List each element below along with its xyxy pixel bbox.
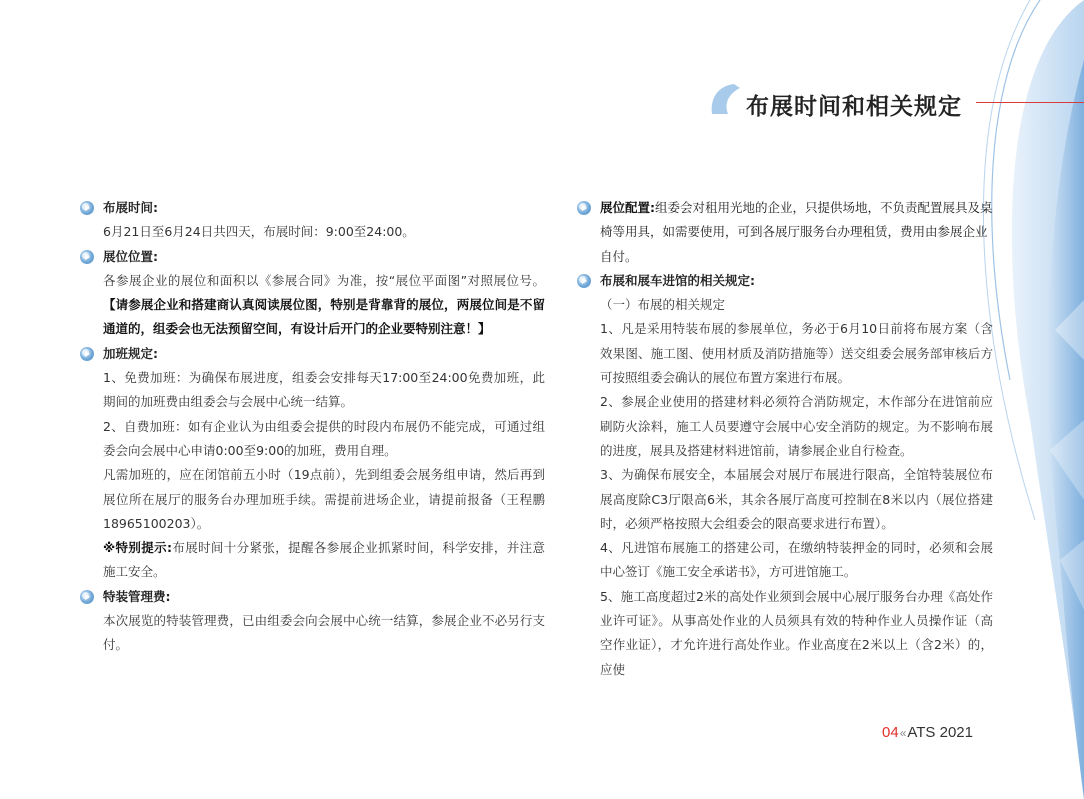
section-booth-config: 展位配置:组委会对租用光地的企业，只提供场地，不负责配置展具及桌椅等用具，如需要使用，可到各展厅服务台办理租赁，费用由参展企业自付。 — [577, 196, 993, 269]
paragraph: 1、免费加班：为确保布展进度，组委会安排每天17:00至24:00免费加班，此期间的加班费由组委会与会展中心统一结算。 — [103, 370, 545, 410]
paragraph: 2、参展企业使用的搭建材料必须符合消防规定，木作部分在进馆前应刷防火涂料，施工人员要遵守会展中心安全消防的规定。为不影响布展的进度，展具及搭建材料进馆前，请参展企业自行检查。 — [600, 394, 993, 458]
right-column — [577, 196, 993, 682]
paragraph: 6月21日至6月24日共四天，布展时间：9:00至24:00。 — [103, 224, 415, 240]
title-rule — [976, 102, 1084, 103]
bold-notice: 【请参展企业和搭建商认真阅读展位图，特别是背靠背的展位，两展位间是不留通道的，组委会也无法预留空间，有设计后开门的企业要特别注意！】 — [103, 297, 545, 337]
special-note-label: ※特别提示: — [103, 540, 172, 556]
paragraph: 凡需加班的，应在闭馆前五小时（19点前），先到组委会展务组申请，然后再到展位所在展厅的服务台办理加班手续。需提前进场企业，请提前报备（王程鹏18965100203）。 — [103, 467, 545, 531]
section-heading-booth-location: 展位位置: — [80, 245, 545, 269]
section-heading-overtime: 加班规定: — [80, 342, 545, 366]
play-bullet-icon — [80, 347, 94, 361]
paragraph: ※特别提示:布展时间十分紧张，提醒各参展企业抓紧时间，科学安排，并注意施工安全。 — [103, 540, 545, 580]
page-header — [700, 78, 1084, 128]
play-bullet-icon — [80, 201, 94, 215]
brand-label: ATS 2021 — [907, 724, 973, 741]
paragraph: 本次展览的特装管理费，已由组委会向会展中心统一结算，参展企业不必另行支付。 — [103, 613, 545, 653]
play-bullet-icon — [80, 590, 94, 604]
paragraph: 4、凡进馆布展施工的搭建公司，在缴纳特装押金的同时，必须和会展中心签订《施工安全承诺书》，方可进馆施工。 — [600, 540, 993, 580]
paragraph: 1、凡是采用特装布展的参展单位，务必于6月10日前将布展方案（含效果图、施工图、使用材质及消防措施等）送交组委会展务部审核后方可按照组委会确认的展位布置方案进行布展。 — [600, 321, 993, 386]
paragraph: 3、为确保布展安全，本届展会对展厅布展进行限高，全馆特装展位布展高度除C3厅限高6米，其余各展厅高度可控制在8米以内（展位搭建时，必须严格按照大会组委会的限高要求进行布置）。 — [600, 467, 993, 531]
double-chevron-icon: « — [899, 726, 907, 740]
page-title: 布展时间和相关规定 — [746, 94, 962, 120]
section-heading-vehicle-entry: 布展和展车进馆的相关规定: — [577, 269, 993, 293]
sub-heading: （一）布展的相关规定 — [600, 297, 726, 313]
play-bullet-icon — [577, 274, 591, 288]
page-footer — [882, 724, 973, 741]
section-heading-management-fee: 特装管理费: — [80, 585, 545, 609]
paragraph: 5、施工高度超过2米的高处作业须到会展中心展厅服务台办理《高处作业许可证》。从事高处作业的人员须具有效的特种作业人员操作证（高空作业证），才允许进行高处作业。作业高度在2米以上（含2米）的，应使 — [600, 588, 993, 677]
play-bullet-icon — [577, 201, 591, 215]
section-heading-setup-time: 布展时间: — [80, 196, 545, 220]
play-bullet-icon — [80, 250, 94, 264]
page-number: 04 — [882, 724, 899, 741]
paragraph: 2、自费加班：如有企业认为由组委会提供的时段内布展仍不能完成，可通过组委会向会展中心申请0:00至9:00的加班，费用自理。 — [103, 418, 545, 458]
left-column — [80, 196, 545, 658]
arc-icon — [704, 80, 744, 120]
paragraph: 各参展企业的展位和面积以《参展合同》为准，按“展位平面图”对照展位号。【请参展企业和搭建商认真阅读展位图，特别是背靠背的展位，两展位间是不留通道的，组委会也无法预留空间，有设计后开门的企业要特别注意！】 — [103, 272, 545, 337]
